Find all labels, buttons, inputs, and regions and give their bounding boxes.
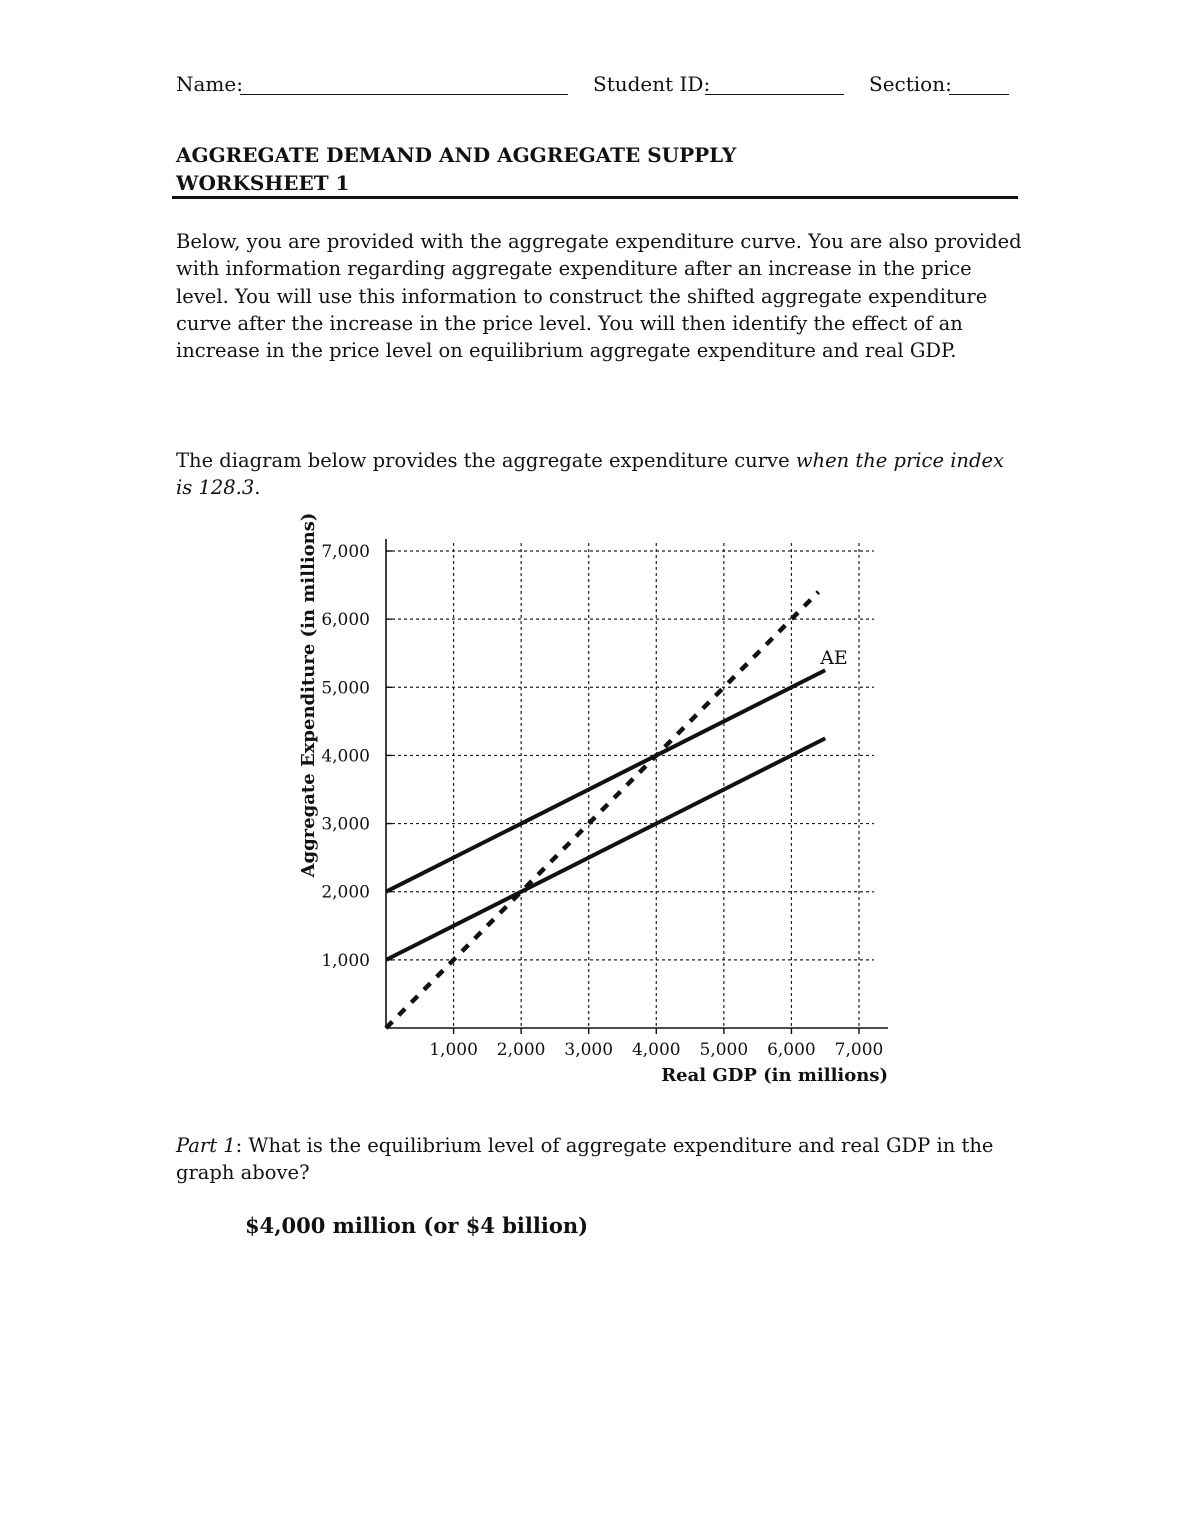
- x-tick-label: 7,000: [834, 1040, 884, 1060]
- diagram-intro-end: .: [254, 476, 261, 500]
- section-label: Section:: [869, 72, 952, 96]
- x-tick-label: 3,000: [564, 1040, 614, 1060]
- y-tick-label: 5,000: [321, 678, 370, 699]
- part1-question-text: : What is the equilibrium level of aggregate expenditure and real GDP in the graph above?: [176, 1134, 994, 1185]
- ae-curve-label: AE: [820, 647, 848, 669]
- forty-five-degree-line: [386, 592, 818, 1028]
- y-tick-label: 6,000: [321, 610, 370, 631]
- diagram-intro-text: The diagram below provides the aggregate expenditure curve: [176, 449, 796, 472]
- y-tick-label: 3,000: [321, 814, 370, 835]
- x-tick-label: 2,000: [496, 1040, 546, 1060]
- chart-grid: [386, 543, 874, 1028]
- y-tick-label: 1,000: [321, 950, 370, 971]
- y-tick-label: 2,000: [321, 882, 370, 903]
- name-label: Name:: [176, 72, 243, 96]
- part1-answer: $4,000 million (or $4 billion): [245, 1213, 589, 1238]
- x-tick-label: 5,000: [699, 1040, 749, 1060]
- shifted-ae-curve: [386, 738, 825, 959]
- x-tick-label: 6,000: [767, 1040, 816, 1060]
- x-tick-label: 1,000: [429, 1040, 478, 1060]
- title-line-2: WORKSHEET 1: [176, 171, 350, 195]
- student-id-label: Student ID:: [593, 72, 711, 96]
- x-tick-label: 4,000: [631, 1040, 681, 1060]
- y-tick-label: 7,000: [321, 542, 370, 562]
- y-tick-label: 4,000: [321, 746, 370, 767]
- x-axis-label: Real GDP (in millions): [661, 1065, 888, 1086]
- ae-curve: [386, 670, 825, 891]
- y-axis-label: Aggregate Expenditure (in millions): [298, 512, 319, 878]
- part1-label: Part 1: [176, 1134, 236, 1157]
- chart-series: [386, 592, 825, 1028]
- title-line-1: AGGREGATE DEMAND AND AGGREGATE SUPPLY: [176, 143, 737, 167]
- intro-paragraph: Below, you are provided with the aggregate expenditure curve. You are also provided with information regarding aggregate expenditure after an increase in the price level. You will use this information to construct the shifted aggregate expenditure curve after the increase in the price level. You will then identify the effect of an increase in the price level on equilibrium aggregate expenditure and real GDP.: [176, 230, 1022, 363]
- diagram-intro-italic: when the price index is 128.3: [176, 449, 1005, 500]
- part1-question: [176, 1132, 1026, 1187]
